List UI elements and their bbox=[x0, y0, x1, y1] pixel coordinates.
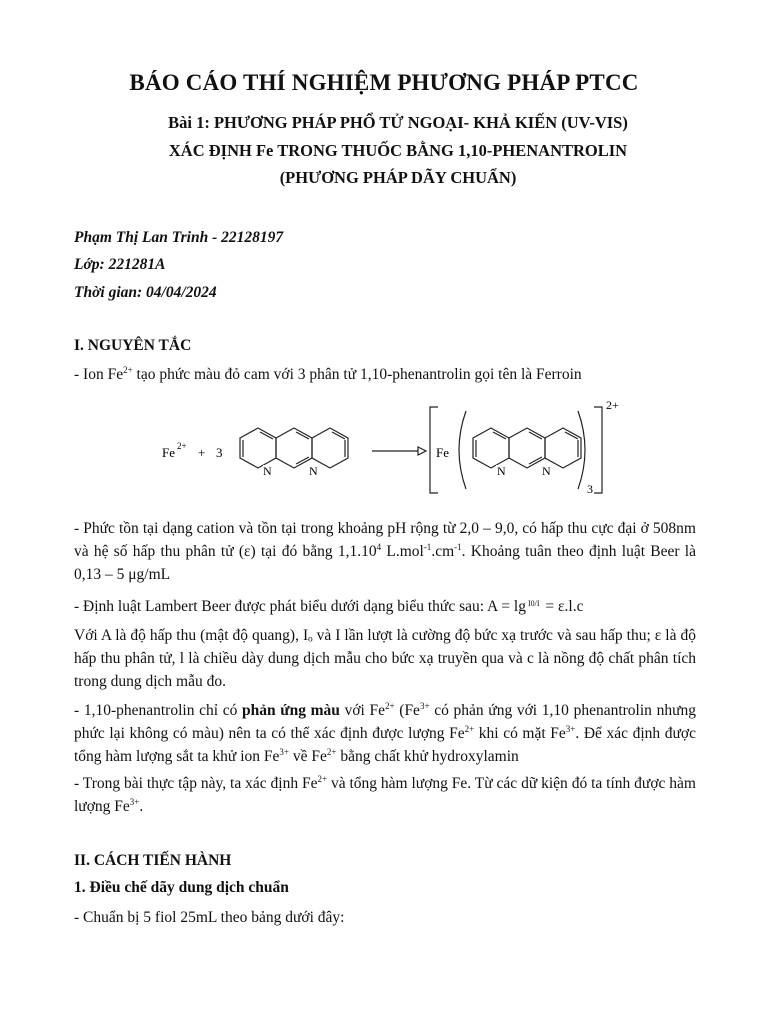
fe-ion-label: Fe bbox=[162, 445, 175, 460]
ferroin-reaction-diagram bbox=[150, 395, 630, 505]
principle-paragraph-1: - Ion $Fe^{2+}$ tạo phức màu đỏ cam với 3 phân tử 1,10-phenantrolin gọi tên là Ferroin bbox=[74, 365, 582, 383]
section-2-subheading: 1. Điều chế dãy dung dịch chuẩn bbox=[74, 879, 289, 896]
procedure-paragraph-1: - Chuẩn bị 5 fiol 25mL theo bảng dưới đây: bbox=[74, 909, 345, 926]
section-2-heading: II. CÁCH TIẾN HÀNH bbox=[74, 852, 232, 869]
complex-nitrogen-left: N bbox=[497, 464, 506, 478]
complex-charge: 2+ bbox=[606, 398, 619, 412]
beer-law-explanation: Với A là độ hấp thu (mật độ quang), Iₒ và I lần lượt là cường độ bức xạ trước và sau hấp thu; ε là độ hấp thu phân tử, l là chiều dày dung dịch mẫu cho bức xạ truyền qua và c là nồng độ chất phân tích trong dung dịch mẫu đo. bbox=[74, 627, 696, 690]
time-line: Thời gian: 04/04/2024 bbox=[74, 284, 217, 301]
principle-paragraph-6: - Trong bài thực tập này, ta xác định $Fe^{2+}$ và tổng hàm lượng Fe. Từ các dữ kiện đó ta tính được hàm lượng $Fe^{3+}$. bbox=[74, 774, 696, 815]
complex-nitrogen-right: N bbox=[542, 464, 551, 478]
fe-ion-charge: 2+ bbox=[177, 441, 187, 451]
plus-sign: + bbox=[198, 445, 206, 460]
coefficient-label: 3 bbox=[216, 445, 223, 460]
method-subtitle: (PHƯƠNG PHÁP DÃY CHUẨN) bbox=[279, 168, 517, 187]
principle-paragraph-2: - Phức tồn tại dạng cation và tồn tại trong khoảng pH rộng từ 2,0 – 9,0, có hấp thu cực đại ở 508nm và hệ số hấp thu phân tử (ε) tại đó bằng 1,1.10$^4$ $L.mol^{-1}.cm^{-1}$. Khoảng tuân theo định luật Beer là 0,13 – 5 μg/mL bbox=[74, 520, 696, 583]
beer-law-paragraph: - Định luật Lambert Beer được phát biểu dưới dạng biểu thức sau: A = lg I0/I = ε.l.c bbox=[74, 592, 696, 618]
section-1-heading: I. NGUYÊN TẮC bbox=[74, 337, 192, 354]
report-title: BÁO CÁO THÍ NGHIỆM PHƯƠNG PHÁP PTCC bbox=[129, 70, 639, 95]
lab-subtitle: XÁC ĐỊNH Fe TRONG THUỐC BẰNG 1,10-PHENANTROLIN bbox=[168, 141, 628, 160]
complex-subscript: 3 bbox=[587, 482, 593, 496]
nitrogen-label-right: N bbox=[309, 464, 318, 478]
author-line: Phạm Thị Lan Trinh - 22128197 bbox=[74, 229, 284, 246]
principle-paragraph-5: - 1,10-phenantrolin chỉ có phản ứng màu với $Fe^{2+}$ ($Fe^{3+}$ có phản ứng với 1,10 phenantrolin nhưng phức lại không có màu) nên ta có thể xác định được lượng $Fe^{2+}$ khi có mặt $Fe^{3+}$. Để xác định được tổng hàm lượng sắt ta khử ion $Fe^{3+}$ về $Fe^{2+}$ bằng chất khử hydroxylamin bbox=[74, 701, 696, 765]
class-line: Lớp: 221281A bbox=[74, 256, 166, 273]
nitrogen-label-left: N bbox=[263, 464, 272, 478]
absorbance-fraction: I0/I bbox=[527, 599, 540, 608]
lab-title: Bài 1: PHƯƠNG PHÁP PHỔ TỬ NGOẠI- KHẢ KIẾN (UV-VIS) bbox=[168, 113, 628, 132]
complex-fe-label: Fe bbox=[436, 445, 449, 460]
